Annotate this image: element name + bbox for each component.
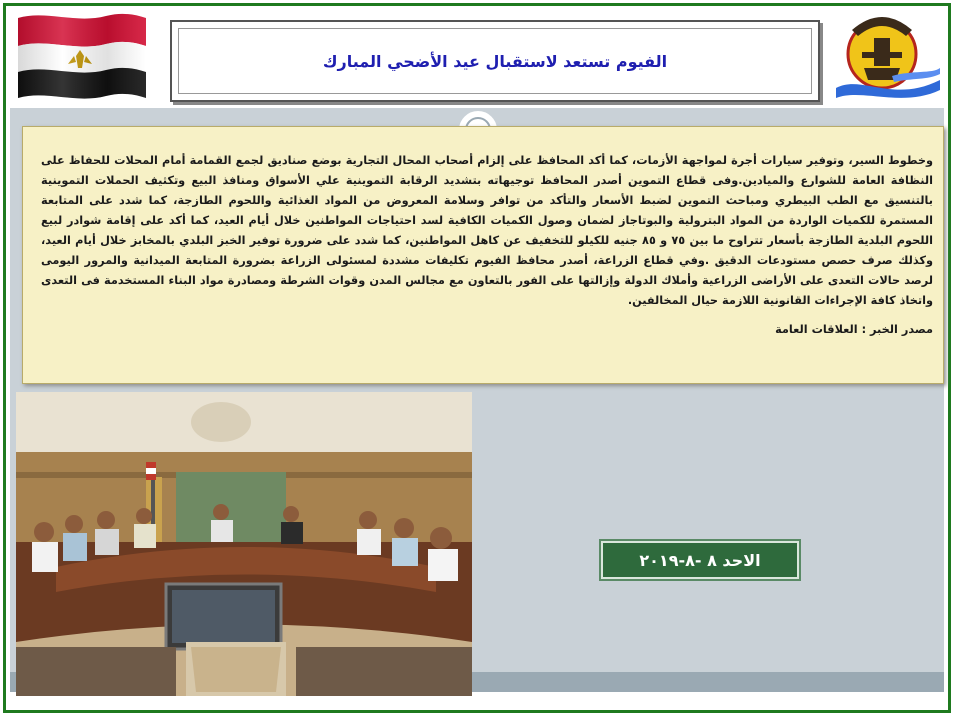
governorate-logo-icon [832, 8, 944, 108]
date-text: الاحد ٨ -٨-٢٠١٩ [639, 550, 761, 570]
news-text-box [22, 126, 944, 384]
title-box [170, 20, 820, 102]
news-source: مصدر الخبر : العلاقات العامة [775, 323, 933, 336]
page-title: الفيوم تستعد لاستقبال عيد الأضحي المبارك [322, 51, 668, 71]
news-body: وخطوط السير، وتوفير سيارات أجرة لمواجهة الأزمات، كما أكد المحافظ على إلزام أصحاب المحال التجارية بوضع صناديق لجمع القمامة أمام المحلات للحفاظ على النظافة العامة للشوارع والميادين.وفى قطاع التموين أصدر المحافظ توجيهاته بتشديد الرقابة التموينية علي الأسواق ومنافذ البيع وتكثيف الحملات التموينية بالتنسيق مع الطب البيطري ومباحث التموين لضبط الأسعار والتأكد من توافر وسلامة المعروض من المواد الغذائية واللحوم الطازجة، كما شدد على المتابعة المستمرة للكميات الواردة من المواد البترولية والبوتاجاز لضمان وصول الكميات الكافية لسد احتياجات المواطنين خلال أيام العيد، كما أكد على إقامة شوادر لبيع اللحوم البلدية الطازجة بأسعار تتراوح ما بين ٧٥ و ٨٥ جنيه للكيلو للتخفيف عن كاهل المواطنين، كما شدد على ضرورة توفير الخبز البلدي بالمخابز خلال أيام العيد، وكذلك صرف حصص مستودعات الدقيق .وفي قطاع الزراعة، أصدر محافظ الفيوم تكليفات مشددة لمسئولى الزراعة بضرورة المتابعة الميدانية والمرور اليومى لرصد حالات التعدى على الأراضى الزراعية وأملاك الدولة وإزالتها على الفور بالتعاون مع مجالس المدن وقوات الشرطة ومصادرة مواد البناء المستخدمة فى التعدى واتخاذ كافة الإجراءات القانونية اللازمة حيال المخالفين. [41, 154, 933, 307]
egypt-flag-icon [16, 10, 148, 102]
date-badge [601, 541, 799, 579]
meeting-photo [16, 392, 472, 696]
